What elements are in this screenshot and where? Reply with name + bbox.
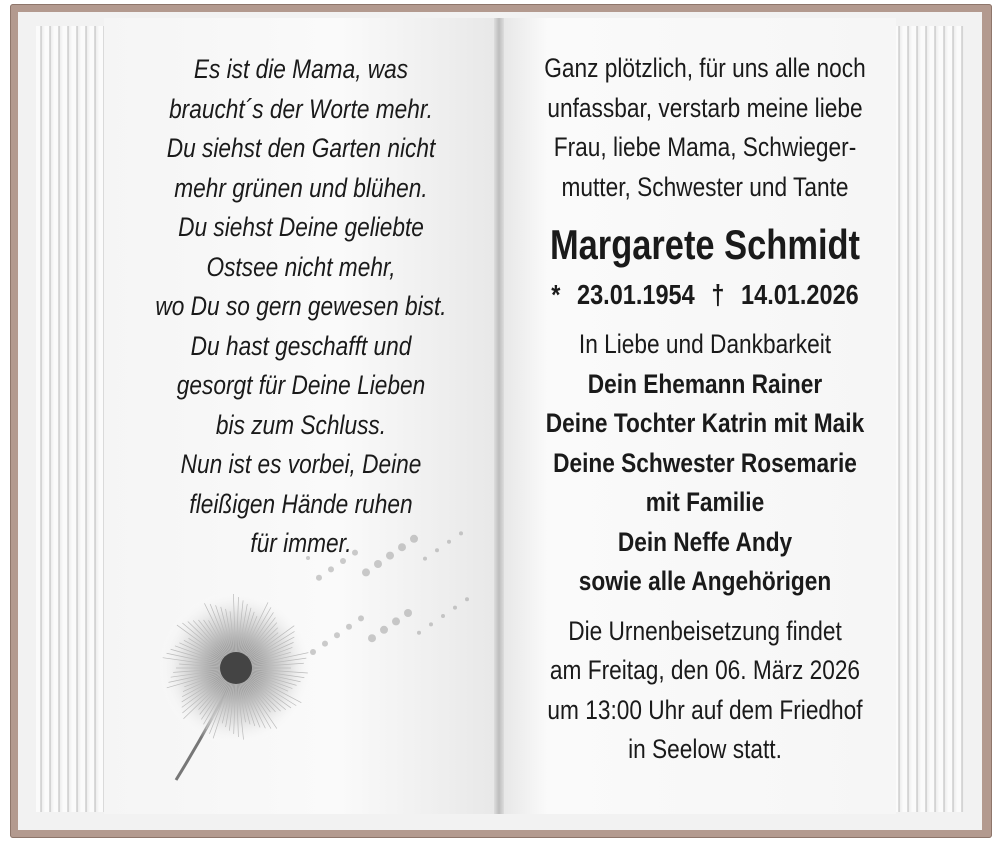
obituary-notice bbox=[498, 49, 912, 770]
poem-line: Ostsee nicht mehr, bbox=[206, 251, 396, 282]
poem-line: wo Du so gern gewesen bist. bbox=[155, 291, 447, 321]
mourner-line: Dein Ehemann Rainer bbox=[587, 368, 823, 399]
burial-line: am Freitag, den 06. März 2026 bbox=[549, 655, 861, 685]
poem-line: bis zum Schluss. bbox=[215, 409, 387, 440]
mourners-intro: In Liebe und Dankbarkeit bbox=[578, 329, 832, 359]
mourner-line: Deine Schwester Rosemarie bbox=[553, 447, 857, 478]
poem-line: für immer. bbox=[250, 528, 352, 558]
mourner-line: sowie alle Angehörigen bbox=[578, 566, 832, 596]
mourner-line: Deine Tochter Katrin mit Maik bbox=[545, 408, 865, 438]
poem-line: Du siehst den Garten nicht bbox=[166, 133, 436, 163]
poem bbox=[96, 50, 506, 564]
poem-line: gesorgt für Deine Lieben bbox=[176, 370, 426, 400]
burial-line: in Seelow statt. bbox=[628, 734, 782, 764]
poem-line: Du siehst Deine geliebte bbox=[178, 212, 424, 242]
life-dates: * 23.01.1954 † 14.01.2026 bbox=[551, 279, 859, 310]
poem-line: Es ist die Mama, was bbox=[193, 54, 409, 84]
intro-line: Ganz plötzlich, für uns alle noch bbox=[544, 53, 866, 83]
poem-line: braucht´s der Worte mehr. bbox=[169, 93, 433, 124]
poem-line: Du hast geschafft und bbox=[190, 330, 412, 361]
burial-line: um 13:00 Uhr auf dem Friedhof bbox=[547, 694, 863, 725]
mourner-line: Dein Neffe Andy bbox=[617, 526, 793, 557]
poem-line: Nun ist es vorbei, Deine bbox=[180, 449, 422, 479]
mourner-line: mit Familie bbox=[645, 487, 765, 517]
poem-line: mehr grünen und blühen. bbox=[174, 172, 428, 203]
intro-line: Frau, liebe Mama, Schwieger- bbox=[553, 132, 857, 162]
burial-line: Die Urnenbeisetzung findet bbox=[568, 615, 842, 646]
deceased-name: Margarete Schmidt bbox=[549, 221, 861, 268]
intro-line: mutter, Schwester und Tante bbox=[561, 171, 849, 202]
poem-line: fleißigen Hände ruhen bbox=[189, 488, 413, 519]
intro-line: unfassbar, verstarb meine liebe bbox=[547, 92, 863, 123]
